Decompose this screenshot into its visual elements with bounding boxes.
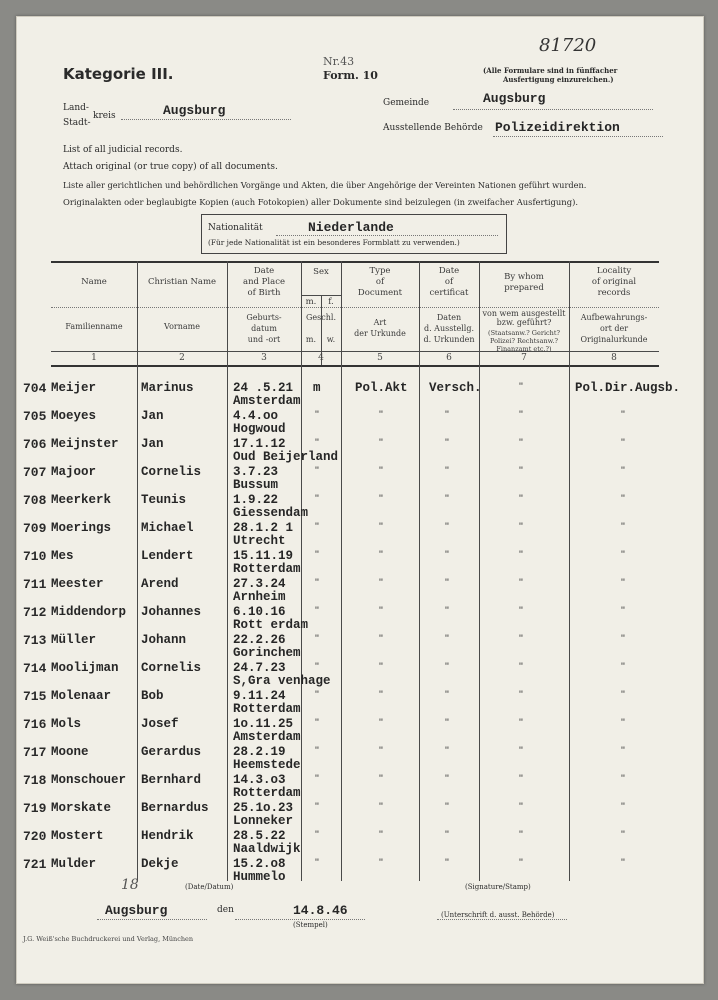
row-number: 715 bbox=[23, 689, 47, 704]
footer-place-line bbox=[97, 919, 207, 920]
col-index-2: 2 bbox=[179, 353, 185, 363]
col-cert-de-3: d. Urkunden bbox=[423, 335, 475, 344]
col-divider-8 bbox=[569, 261, 570, 881]
birth-date: 15.11.19 bbox=[233, 549, 294, 563]
sex: " bbox=[315, 689, 319, 701]
family-name: Mols bbox=[51, 717, 82, 731]
gemeinde-label: Gemeinde bbox=[383, 98, 430, 108]
certificate-date: " bbox=[445, 745, 449, 757]
col-index-4: 4 bbox=[318, 353, 324, 363]
document-type: " bbox=[379, 801, 383, 813]
document-type: " bbox=[379, 465, 383, 477]
birth-date: 28.1.2 1 bbox=[233, 521, 294, 535]
record-locality: " bbox=[621, 549, 625, 561]
col-by-de-1: von wem ausgestellt bbox=[482, 309, 566, 318]
birth-date: 27.3.24 bbox=[233, 577, 286, 591]
document-type: Pol.Akt bbox=[355, 381, 408, 395]
col-birth-de-1: Geburts- bbox=[246, 313, 282, 322]
nationality-box bbox=[201, 214, 507, 254]
birth-date: 4.4.oo bbox=[233, 409, 279, 423]
certificate-date: " bbox=[445, 661, 449, 673]
col-divider-6 bbox=[419, 261, 420, 881]
col-type-en-1: Type bbox=[369, 266, 391, 276]
certificate-date: " bbox=[445, 605, 449, 617]
copies-note-1: (Alle Formulare sind in fünffacher bbox=[483, 66, 618, 75]
col-christian-en: Christian Name bbox=[147, 277, 217, 287]
document-type: " bbox=[379, 577, 383, 589]
col-cert-en-3: certificat bbox=[429, 288, 469, 298]
birth-place: S,Gra venhage bbox=[233, 674, 331, 688]
sex: " bbox=[315, 773, 319, 785]
certificate-date: " bbox=[445, 801, 449, 813]
record-locality: " bbox=[621, 661, 625, 673]
family-name: Moolijman bbox=[51, 661, 119, 675]
family-name: Majoor bbox=[51, 465, 97, 479]
birth-date: 1.9.22 bbox=[233, 493, 279, 507]
gemeinde-line bbox=[453, 109, 653, 110]
birth-place: Utrecht bbox=[233, 534, 286, 548]
sex: " bbox=[315, 465, 319, 477]
birth-place: Gorinchem bbox=[233, 646, 301, 660]
col-index-7: 7 bbox=[521, 353, 527, 363]
prepared-by: " bbox=[519, 689, 523, 701]
birth-place: Hogwoud bbox=[233, 422, 286, 436]
birth-place: Rott erdam bbox=[233, 618, 309, 632]
record-locality: " bbox=[621, 493, 625, 505]
sex: " bbox=[315, 521, 319, 533]
record-locality: " bbox=[621, 689, 625, 701]
row-number: 704 bbox=[23, 381, 47, 396]
certificate-date: " bbox=[445, 493, 449, 505]
col-birth-en-3: of Birth bbox=[247, 288, 281, 298]
family-name: Mulder bbox=[51, 857, 97, 871]
christian-name: Dekje bbox=[141, 857, 179, 871]
prepared-by: " bbox=[519, 465, 523, 477]
birth-place: Hummelo bbox=[233, 870, 286, 884]
certificate-date: " bbox=[445, 465, 449, 477]
sex: " bbox=[315, 577, 319, 589]
birth-place: Amsterdam bbox=[233, 730, 301, 744]
certificate-date: " bbox=[445, 689, 449, 701]
record-locality: " bbox=[621, 437, 625, 449]
nationality-line bbox=[276, 235, 498, 236]
footer-stempel: (Stempel) bbox=[293, 921, 328, 929]
form-label: Form. 10 bbox=[323, 69, 378, 82]
document-type: " bbox=[379, 689, 383, 701]
col-loc-de-2: ort der bbox=[599, 324, 629, 333]
footer-unterschrift: (Unterschrift d. ausst. Behörde) bbox=[441, 911, 555, 919]
table-top-border bbox=[51, 261, 659, 263]
document-type: " bbox=[379, 521, 383, 533]
col-divider-7 bbox=[479, 261, 480, 881]
birth-place: Giessendam bbox=[233, 506, 309, 520]
col-name-en: Name bbox=[81, 277, 107, 287]
gemeinde-value: Augsburg bbox=[483, 91, 546, 106]
table-index-divider bbox=[51, 365, 659, 367]
birth-date: 24.7.23 bbox=[233, 661, 286, 675]
birth-place: Heemstede bbox=[233, 758, 301, 772]
row-number: 705 bbox=[23, 409, 47, 424]
christian-name: Cornelis bbox=[141, 465, 202, 479]
christian-name: Teunis bbox=[141, 493, 187, 507]
sex: " bbox=[315, 661, 319, 673]
col-type-en-3: Document bbox=[357, 288, 403, 298]
col-loc-de-3: Originalurkunde bbox=[580, 335, 648, 344]
christian-name: Johann bbox=[141, 633, 187, 647]
col-by-de-5: Finanzamt etc.?) bbox=[496, 345, 552, 353]
birth-place: Oud Beijerland bbox=[233, 450, 339, 464]
record-locality: " bbox=[621, 577, 625, 589]
row-number: 714 bbox=[23, 661, 47, 676]
certificate-date: " bbox=[445, 521, 449, 533]
footer-den: den bbox=[217, 905, 234, 915]
family-name: Meijnster bbox=[51, 437, 119, 451]
handwritten-reference: 81720 bbox=[539, 35, 597, 56]
kreis-value: Augsburg bbox=[163, 103, 226, 118]
prepared-by: " bbox=[519, 633, 523, 645]
birth-place: Arnheim bbox=[233, 590, 286, 604]
prepared-by: " bbox=[519, 773, 523, 785]
signature-caption: (Signature/Stamp) bbox=[465, 883, 531, 891]
family-name: Mostert bbox=[51, 829, 104, 843]
certificate-date: " bbox=[445, 577, 449, 589]
christian-name: Gerardus bbox=[141, 745, 202, 759]
family-name: Meijer bbox=[51, 381, 97, 395]
date-caption: (Date/Datum) bbox=[185, 883, 234, 891]
behoerde-value: Polizeidirektion bbox=[495, 120, 620, 135]
col-by-en-1: By whom bbox=[504, 272, 544, 282]
document-type: " bbox=[379, 605, 383, 617]
family-name: Müller bbox=[51, 633, 97, 647]
footer-date-line bbox=[235, 919, 365, 920]
col-loc-en-1: Locality bbox=[596, 266, 632, 276]
row-number: 720 bbox=[23, 829, 47, 844]
family-name: Moerings bbox=[51, 521, 112, 535]
record-locality: " bbox=[621, 521, 625, 533]
certificate-date: Versch. bbox=[429, 381, 482, 395]
certificate-date: " bbox=[445, 773, 449, 785]
prepared-by: " bbox=[519, 381, 523, 393]
birth-place: Rotterdam bbox=[233, 702, 301, 716]
col-cert-en-1: Date bbox=[438, 266, 460, 276]
footer-signature-line bbox=[437, 919, 567, 920]
family-name: Moeyes bbox=[51, 409, 97, 423]
document-type: " bbox=[379, 857, 383, 869]
col-divider-1 bbox=[137, 261, 138, 881]
christian-name: Josef bbox=[141, 717, 179, 731]
prepared-by: " bbox=[519, 801, 523, 813]
sex-subdivider bbox=[301, 295, 341, 296]
prepared-by: " bbox=[519, 521, 523, 533]
col-sex-de: Geschl. bbox=[306, 313, 336, 322]
sex: " bbox=[315, 605, 319, 617]
col-birth-en-1: Date bbox=[253, 266, 275, 276]
footer-date: 14.8.46 bbox=[293, 903, 348, 918]
kreis-line bbox=[121, 119, 291, 120]
col-loc-de-1: Aufbewahrungs- bbox=[580, 313, 648, 322]
behoerde-line bbox=[493, 136, 663, 137]
col-by-en-2: prepared bbox=[504, 283, 544, 293]
birth-date: 24 .5.21 bbox=[233, 381, 294, 395]
family-name: Meerkerk bbox=[51, 493, 112, 507]
document-type: " bbox=[379, 661, 383, 673]
category-title: Kategorie III. bbox=[63, 65, 174, 83]
prepared-by: " bbox=[519, 829, 523, 841]
form-number: Nr.43 bbox=[323, 55, 355, 68]
record-locality: " bbox=[621, 829, 625, 841]
christian-name: Michael bbox=[141, 521, 194, 535]
family-name: Molenaar bbox=[51, 689, 112, 703]
printer-imprint: J.G. Weiß'sche Buchdruckerei und Verlag, München bbox=[23, 935, 194, 943]
col-birth-en-2: and Place bbox=[243, 277, 285, 287]
row-number: 706 bbox=[23, 437, 47, 452]
birth-date: 22.2.26 bbox=[233, 633, 286, 647]
christian-name: Bob bbox=[141, 689, 164, 703]
birth-place: Rotterdam bbox=[233, 562, 301, 576]
col-birth-de-3: und -ort bbox=[247, 335, 281, 344]
row-number: 710 bbox=[23, 549, 47, 564]
row-number: 721 bbox=[23, 857, 47, 872]
record-locality: " bbox=[621, 633, 625, 645]
col-cert-de-1: Daten bbox=[436, 313, 462, 322]
birth-date: 28.5.22 bbox=[233, 829, 286, 843]
sex: " bbox=[315, 829, 319, 841]
row-number: 707 bbox=[23, 465, 47, 480]
col-index-6: 6 bbox=[446, 353, 452, 363]
document-type: " bbox=[379, 549, 383, 561]
col-christian-de: Vorname bbox=[164, 322, 200, 331]
birth-date: 17.1.12 bbox=[233, 437, 286, 451]
col-sex-en: Sex bbox=[313, 267, 329, 277]
col-sex-m: m. bbox=[305, 297, 317, 307]
certificate-date: " bbox=[445, 857, 449, 869]
prepared-by: " bbox=[519, 549, 523, 561]
prepared-by: " bbox=[519, 409, 523, 421]
birth-date: 6.10.16 bbox=[233, 605, 286, 619]
instruction-line-3: Liste aller gerichtlichen und behördlichen Vorgänge und Akten, die über Angehörige der Vereinten Nationen geführt wurden. bbox=[63, 180, 587, 190]
record-locality: " bbox=[621, 605, 625, 617]
sex: " bbox=[315, 857, 319, 869]
row-number: 716 bbox=[23, 717, 47, 732]
document-type: " bbox=[379, 829, 383, 841]
christian-name: Hendrik bbox=[141, 829, 194, 843]
col-type-de-2: der Urkunde bbox=[354, 329, 406, 338]
col-loc-en-2: of original bbox=[591, 277, 637, 287]
col-sex-de-m: m. bbox=[305, 335, 317, 344]
certificate-date: " bbox=[445, 829, 449, 841]
record-locality: " bbox=[621, 773, 625, 785]
col-type-de-1: Art bbox=[373, 318, 387, 327]
prepared-by: " bbox=[519, 717, 523, 729]
prepared-by: " bbox=[519, 605, 523, 617]
christian-name: Arend bbox=[141, 577, 179, 591]
record-locality: Pol.Dir.Augsb. bbox=[575, 381, 681, 395]
nationality-note: (Für jede Nationalität ist ein besonderes Formblatt zu verwenden.) bbox=[208, 238, 460, 247]
col-cert-en-2: of bbox=[444, 277, 454, 287]
col-index-8: 8 bbox=[611, 353, 617, 363]
instruction-line-2: Attach original (or true copy) of all documents. bbox=[63, 162, 278, 172]
col-name-de: Familienname bbox=[65, 322, 123, 331]
row-number: 711 bbox=[23, 577, 47, 592]
row-number: 708 bbox=[23, 493, 47, 508]
family-name: Monschouer bbox=[51, 773, 127, 787]
col-index-1: 1 bbox=[91, 353, 97, 363]
sex: " bbox=[315, 717, 319, 729]
birth-date: 14.3.o3 bbox=[233, 773, 286, 787]
family-name: Middendorp bbox=[51, 605, 127, 619]
row-number: 719 bbox=[23, 801, 47, 816]
record-locality: " bbox=[621, 465, 625, 477]
col-divider-3 bbox=[301, 261, 302, 881]
prepared-by: " bbox=[519, 661, 523, 673]
instruction-line-1: List of all judicial records. bbox=[63, 145, 183, 155]
birth-date: 25.1o.23 bbox=[233, 801, 294, 815]
record-locality: " bbox=[621, 717, 625, 729]
document-type: " bbox=[379, 493, 383, 505]
col-by-de-2: bzw. geführt? bbox=[496, 318, 552, 327]
copies-note-2: Ausfertigung einzureichen.) bbox=[503, 75, 614, 84]
stadt-label: Stadt- bbox=[63, 118, 91, 128]
col-sex-f: f. bbox=[328, 297, 334, 307]
birth-date: 3.7.23 bbox=[233, 465, 279, 479]
col-index-5: 5 bbox=[377, 353, 383, 363]
col-sex-de-w: w. bbox=[326, 335, 336, 344]
col-by-de-3: (Staatsanw.? Gericht? bbox=[488, 329, 560, 337]
document-type: " bbox=[379, 717, 383, 729]
row-number: 712 bbox=[23, 605, 47, 620]
prepared-by: " bbox=[519, 493, 523, 505]
prepared-by: " bbox=[519, 857, 523, 869]
birth-date: 9.11.24 bbox=[233, 689, 286, 703]
land-label: Land- bbox=[63, 103, 89, 113]
document-type: " bbox=[379, 633, 383, 645]
row-number: 717 bbox=[23, 745, 47, 760]
christian-name: Cornelis bbox=[141, 661, 202, 675]
christian-name: Bernhard bbox=[141, 773, 202, 787]
birth-place: Bussum bbox=[233, 478, 279, 492]
sex: " bbox=[315, 437, 319, 449]
row-number: 718 bbox=[23, 773, 47, 788]
behoerde-label: Ausstellende Behörde bbox=[383, 123, 483, 133]
birth-place: Rotterdam bbox=[233, 786, 301, 800]
sex: " bbox=[315, 493, 319, 505]
record-locality: " bbox=[621, 409, 625, 421]
certificate-date: " bbox=[445, 437, 449, 449]
certificate-date: " bbox=[445, 549, 449, 561]
birth-date: 15.2.o8 bbox=[233, 857, 286, 871]
document-type: " bbox=[379, 773, 383, 785]
birth-date: 28.2.19 bbox=[233, 745, 286, 759]
kreis-label: kreis bbox=[93, 111, 116, 121]
prepared-by: " bbox=[519, 577, 523, 589]
nationality-label: Nationalität bbox=[208, 223, 263, 233]
sex: " bbox=[315, 801, 319, 813]
birth-date: 1o.11.25 bbox=[233, 717, 294, 731]
document-type: " bbox=[379, 409, 383, 421]
nationality-value: Niederlande bbox=[308, 220, 394, 235]
certificate-date: " bbox=[445, 717, 449, 729]
row-number: 709 bbox=[23, 521, 47, 536]
instruction-line-4: Originalakten oder beglaubigte Kopien (auch Fotokopien) aller Dokumente sind beizulegen (in zweifacher Ausfertigung). bbox=[63, 197, 578, 207]
col-index-3: 3 bbox=[261, 353, 267, 363]
family-name: Mes bbox=[51, 549, 74, 563]
birth-place: Naaldwijk bbox=[233, 842, 301, 856]
christian-name: Jan bbox=[141, 409, 164, 423]
col-birth-de-2: datum bbox=[251, 324, 277, 333]
sex: " bbox=[315, 633, 319, 645]
footer-place: Augsburg bbox=[105, 903, 168, 918]
col-cert-de-2: d. Ausstellg. bbox=[423, 324, 475, 333]
form-sheet bbox=[16, 16, 704, 984]
christian-name: Jan bbox=[141, 437, 164, 451]
christian-name: Lendert bbox=[141, 549, 194, 563]
document-type: " bbox=[379, 745, 383, 757]
christian-name: Bernardus bbox=[141, 801, 209, 815]
prepared-by: " bbox=[519, 745, 523, 757]
record-locality: " bbox=[621, 801, 625, 813]
col-type-en-2: of bbox=[375, 277, 385, 287]
record-locality: " bbox=[621, 857, 625, 869]
certificate-date: " bbox=[445, 633, 449, 645]
certificate-date: " bbox=[445, 409, 449, 421]
sex: m bbox=[313, 381, 321, 395]
col-loc-en-3: records bbox=[597, 288, 631, 298]
sex: " bbox=[315, 745, 319, 757]
family-name: Moone bbox=[51, 745, 89, 759]
table-header-midline bbox=[51, 307, 659, 308]
col-divider-5 bbox=[341, 261, 342, 881]
sex: " bbox=[315, 549, 319, 561]
sex: " bbox=[315, 409, 319, 421]
prepared-by: " bbox=[519, 437, 523, 449]
birth-place: Amsterdam bbox=[233, 394, 301, 408]
col-by-de-4: Polizei? Rechtsanw.? bbox=[489, 337, 558, 345]
family-name: Morskate bbox=[51, 801, 112, 815]
record-locality: " bbox=[621, 745, 625, 757]
col-divider-2 bbox=[227, 261, 228, 881]
christian-name: Johannes bbox=[141, 605, 202, 619]
document-type: " bbox=[379, 437, 383, 449]
christian-name: Marinus bbox=[141, 381, 194, 395]
family-name: Meester bbox=[51, 577, 104, 591]
birth-place: Lonneker bbox=[233, 814, 294, 828]
row-number: 713 bbox=[23, 633, 47, 648]
handwritten-count: 18 bbox=[121, 877, 139, 893]
